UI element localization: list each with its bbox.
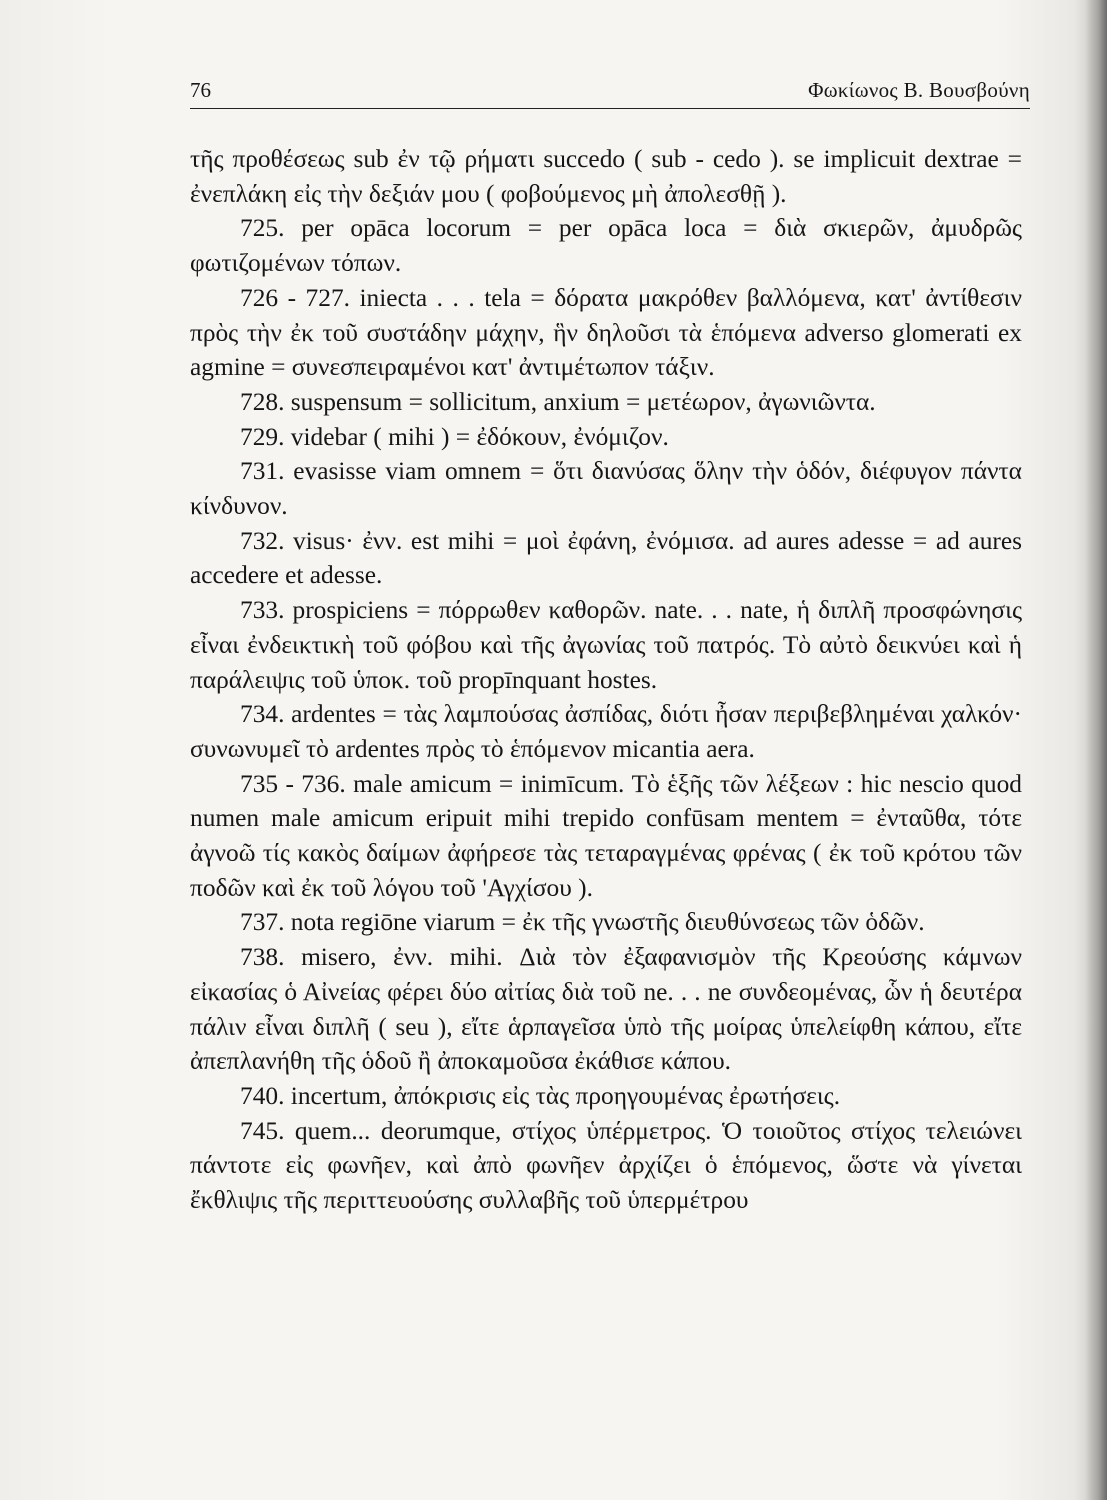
- note-737: 737. nota regiōne viarum = ἐκ τῆς γνωστῆς διευθύνσεως τῶν ὁδῶν.: [240, 908, 925, 937]
- page-number: 76: [190, 78, 211, 102]
- note-731: 731. evasisse viam omnem = ὅτι διανύσας ὅλην τὴν ὁδόν, διέφυγον πάντα κίνδυνον.: [190, 457, 1022, 521]
- note-732: 732. visus· ἐνν. est mihi = μοὶ ἐφάνη, ἐνόμισα. ad aures adesse = ad aures accedere et adesse.: [190, 526, 1022, 590]
- note-725: 725. per opāca locorum = per opāca loca = διὰ σκιερῶν, ἀμυδρῶς φωτιζομένων τόπων.: [190, 214, 1022, 278]
- note-735-736: 735 - 736. male amicum = inimīcum. Τὸ ἑξῆς τῶν λέξεων : hic nescio quod numen male amicum eripuit mihi trepido confūsam mentem = ἐνταῦθα, τότε ἀγνοῶ τίς κακὸς δαίμων ἀφήρεσε τὰς τεταραγμένας φρένας ( ἐκ τοῦ κρότου τῶν ποδῶν καὶ ἐκ τοῦ λόγου τοῦ 'Αγχίσου ).: [190, 769, 1022, 902]
- note-729: 729. videbar ( mihi ) = ἐδόκουν, ἐνόμιζον.: [240, 422, 669, 451]
- note-733: 733. prospiciens = πόρρωθεν καθορῶν. nate. . . nate, ἡ διπλῆ προσφώνησις εἶναι ἐνδεικτικὴ τοῦ φόβου καὶ τῆς ἀγωνίας τοῦ πατρός. Τὸ αὐτὸ δεικνύει καὶ ἡ παράλειψις τοῦ ὑποκ. τοῦ propīnquant hostes.: [190, 596, 1022, 694]
- running-head: Φωκίωνος Β. Βουσβούνη: [808, 78, 1030, 102]
- page-header: [190, 74, 1030, 109]
- paragraph-continuation: τῆς προθέσεως sub ἐν τῷ ρήματι succedo ( sub - cedo ). se implicuit dextrae = ἐνεπλάκη εἰς τὴν δεξιάν μου ( φοβούμενος μὴ ἀπολεσθῇ ).: [190, 145, 1022, 208]
- note-738: 738. misero, ἐνν. mihi. Διὰ τὸν ἐξαφανισμὸν τῆς Κρεούσης κάμνων εἰκασίας ὁ Αἰνείας φέρει δύο αἰτίας διὰ τοῦ ne. . . ne συνδεομένας, ὧν ἡ δευτέρα πάλιν εἶναι διπλῆ ( seu ), εἴτε ἁρπαγεῖσα ὑπὸ τῆς μοίρας ὑπελείφθη κάπου, εἴτε ἀπεπλανήθη τῆς ὁδοῦ ἢ ἀποκαμοῦσα ἐκάθισε κάπου.: [190, 943, 1022, 1076]
- spine-shadow: [1085, 0, 1107, 1500]
- note-734: 734. ardentes = τὰς λαμπούσας ἀσπίδας, διότι ἦσαν περιβεβλημέναι χαλκόν· συνωνυμεῖ τὸ ardentes πρὸς τὸ ἑπόμενον micantia aera.: [190, 700, 1022, 763]
- commentary-text: [190, 142, 1022, 1218]
- note-740: 740. incertum, ἀπόκρισις εἰς τὰς προηγουμένας ἐρωτήσεις.: [240, 1081, 841, 1110]
- note-728: 728. suspensum = sollicitum, anxium = μετέωρον, ἀγωνιῶντα.: [240, 387, 876, 416]
- note-745: 745. quem... deorumque, στίχος ὑπέρμετρος. Ὁ τοιοῦτος στίχος τελειώνει πάντοτε εἰς φωνῆεν, καὶ ἀπὸ φωνῆεν ἀρχίζει ὁ ἑπόμενος, ὥστε νὰ γίνεται ἔκθλιψις τῆς περιττευούσης συλλαβῆς τοῦ ὑπερμέτρου: [190, 1116, 1022, 1215]
- note-726-727: 726 - 727. iniecta . . . tela = δόρατα μακρόθεν βαλλόμενα, κατ' ἀντίθεσιν πρὸς τὴν ἐκ τοῦ συστάδην μάχην, ἣν δηλοῦσι τὰ ἑπόμενα adverso glomerati ex agmine = συνεσπειραμένοι κατ' ἀντιμέτωπον τάξιν.: [190, 283, 1022, 382]
